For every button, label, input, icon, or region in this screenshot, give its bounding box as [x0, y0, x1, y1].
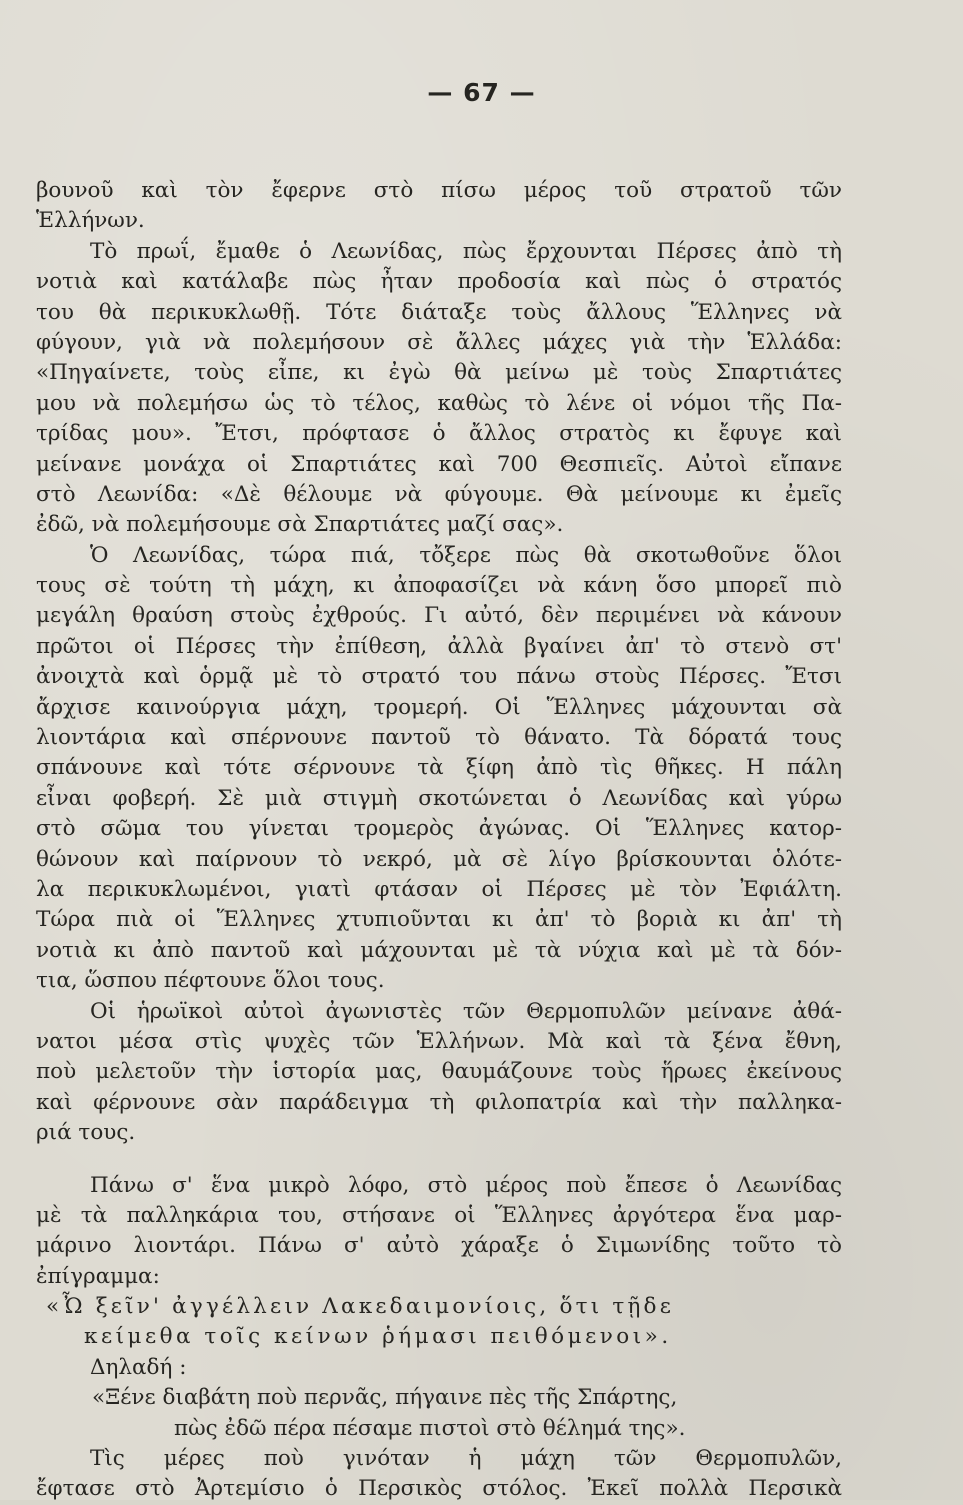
text-line: μου νὰ πολεμήσω ὡς τὸ τέλος, καθὼς τὸ λένε οἱ νόμοι τῆς Πα-	[36, 390, 842, 416]
text-line: τια, ὥσπου πέφτουνε ὅλοι τους.	[36, 968, 385, 994]
text-line: φύγουν, γιὰ νὰ πολεμήσουν σὲ ἄλλες μάχες γιὰ τὴν Ἑλλάδα:	[36, 329, 842, 355]
text-line: «Πηγαίνετε, τοὺς εἶπε, κι ἐγὼ θὰ μείνω μὲ τοὺς Σπαρτιάτες	[36, 360, 842, 386]
text-line: Τὸ πρωΐ, ἔμαθε ὁ Λεωνίδας, πὼς ἔρχουνται Πέρσες ἀπὸ τὴ	[90, 238, 842, 264]
text-line: στὸ σῶμα του γίνεται τρομερὸς ἀγώνας. Οἱ Ἕλληνες κατορ-	[36, 816, 842, 842]
text-line: Τὶς μέρες ποὺ γινόταν ἡ μάχη τῶν Θερμοπυλῶν,	[90, 1446, 842, 1472]
text-line: ἄρχισε καινούργια μάχη, τρομερή. Οἱ Ἕλληνες μάχουνται σὰ	[36, 694, 842, 720]
body-text	[36, 176, 842, 1505]
text-line: του θὰ περικυκλωθῇ. Τότε διάταξε τοὺς ἄλλους Ἕλληνες νὰ	[36, 299, 842, 325]
text-line: νοτιὰ καὶ κατάλαβε πὼς ἦταν προδοσία καὶ πὼς ὁ στρατός	[36, 269, 842, 295]
text-line: τρίδας μου». Ἔτσι, πρόφτασε ὁ ἄλλος στρατὸς κι ἔφυγε καὶ	[36, 421, 842, 447]
text-line: ἔφτασε στὸ Ἀρτεμίσιο ὁ Περσικὸς στόλος. Ἐκεῖ πολλὰ Περσικὰ	[36, 1476, 842, 1502]
text-line: ριά τους.	[36, 1120, 136, 1146]
text-line: ἐδῶ, νὰ πολεμήσουμε σὰ Σπαρτιάτες μαζί σας».	[36, 512, 564, 538]
text-line: Πάνω σ' ἕνα μικρὸ λόφο, στὸ μέρος ποὺ ἔπεσε ὁ Λεωνίδας	[90, 1172, 842, 1198]
text-line: ἐπίγραμμα:	[36, 1263, 160, 1289]
epigram-line: «Ὦ ξεῖν' ἀγγέλλειν Λακεδαιμονίοις, ὅτι τῇδε	[46, 1294, 675, 1320]
text-line: καὶ φέρνουνε σὰν παράδειγμα τὴ φιλοπατρία καὶ τὴν παλληκα-	[36, 1089, 842, 1115]
translation-line: «Ξένε διαβάτη ποὺ περνᾶς, πήγαινε πὲς τῆς Σπάρτης,	[92, 1385, 678, 1411]
text-line: λιοντάρια καὶ σπέρνουνε παντοῦ τὸ θάνατο. Τὰ δόρατά τους	[36, 725, 842, 751]
translation-label: Δηλαδή :	[90, 1354, 187, 1380]
text-line: μείνανε μονάχα οἱ Σπαρτιάτες καὶ 700 Θεσπιεῖς. Αὐτοὶ εἴπανε	[36, 451, 842, 477]
text-line: Οἱ ἡρωϊκοὶ αὐτοὶ ἀγωνιστὲς τῶν Θερμοπυλῶν μείνανε ἀθά-	[90, 998, 842, 1024]
text-line: θώνουν καὶ παίρνουν τὸ νεκρό, μὰ σὲ λίγο βρίσκουνται ὁλότε-	[36, 846, 842, 872]
text-line: Ὁ Λεωνίδας, τώρα πιά, τὄξερε πὼς θὰ σκοτωθοῦνε ὅλοι	[90, 542, 842, 568]
text-line: λα περικυκλωμένοι, γιατὶ φτάσαν οἱ Πέρσες μὲ τὸν Ἐφιάλτη.	[36, 876, 842, 902]
text-line: Τώρα πιὰ οἱ Ἕλληνες χτυπιοῦνται κι ἀπ' τὸ βοριὰ κι ἀπ' τὴ	[36, 907, 842, 933]
text-line: ποὺ μελετοῦν τὴν ἱστορία μας, θαυμάζουνε τοὺς ἥρωες ἐκείνους	[36, 1059, 842, 1085]
epigram-line: κείμεθα τοῖς κείνων ῥήμασι πειθόμενοι».	[84, 1324, 672, 1350]
page-number: — 67 —	[427, 78, 536, 107]
text-line: βουνοῦ καὶ τὸν ἔφερνε στὸ πίσω μέρος τοῦ στρατοῦ τῶν	[36, 178, 842, 203]
text-line: πρῶτοι οἱ Πέρσες τὴν ἐπίθεση, ἀλλὰ βγαίνει ἀπ' τὸ στενὸ στ'	[36, 633, 842, 659]
text-line: μάρινο λιοντάρι. Πάνω σ' αὐτὸ χάραξε ὁ Σιμωνίδης τοῦτο τὸ	[36, 1233, 842, 1259]
text-line: νοτιὰ κι ἀπὸ παντοῦ καὶ μάχουνται μὲ τὰ νύχια καὶ μὲ τὰ δόν-	[36, 937, 842, 963]
text-line: μεγάλη θραύση στοὺς ἐχθρούς. Γι αὐτό, δὲν περιμένει νὰ κάνουν	[36, 603, 842, 629]
translation-line: πὼς ἐδῶ πέρα πέσαμε πιστοὶ στὸ θέλημά της».	[174, 1415, 686, 1441]
text-line: στὸ Λεωνίδα: «Δὲ θέλουμε νὰ φύγουμε. Θὰ μείνουμε κι ἐμεῖς	[36, 481, 842, 507]
text-line: εἶναι φοβερή. Σὲ μιὰ στιγμὴ σκοτώνεται ὁ Λεωνίδας καὶ γύρω	[36, 785, 842, 811]
text-line: νατοι μέσα στὶς ψυχὲς τῶν Ἑλλήνων. Μὰ καὶ τὰ ξένα ἔθνη,	[36, 1028, 842, 1054]
text-line: ἀνοιχτὰ καὶ ὁρμᾷ μὲ τὸ στρατό του πάνω στοὺς Πέρσες. Ἔτσι	[36, 664, 842, 690]
text-line: Ἑλλήνων.	[36, 208, 145, 234]
text-line: τους σὲ τούτη τὴ μάχη, κι ἀποφασίζει νὰ κάνη ὅσο μπορεῖ πιὸ	[36, 573, 842, 599]
text-line: σπάνουνε καὶ τότε σέρνουνε τὰ ξίφη ἀπὸ τὶς θῆκες. Η πάλη	[36, 755, 842, 781]
text-line: μὲ τὰ παλληκάρια του, στήσανε οἱ Ἕλληνες ἀργότερα ἕνα μαρ-	[36, 1202, 842, 1228]
